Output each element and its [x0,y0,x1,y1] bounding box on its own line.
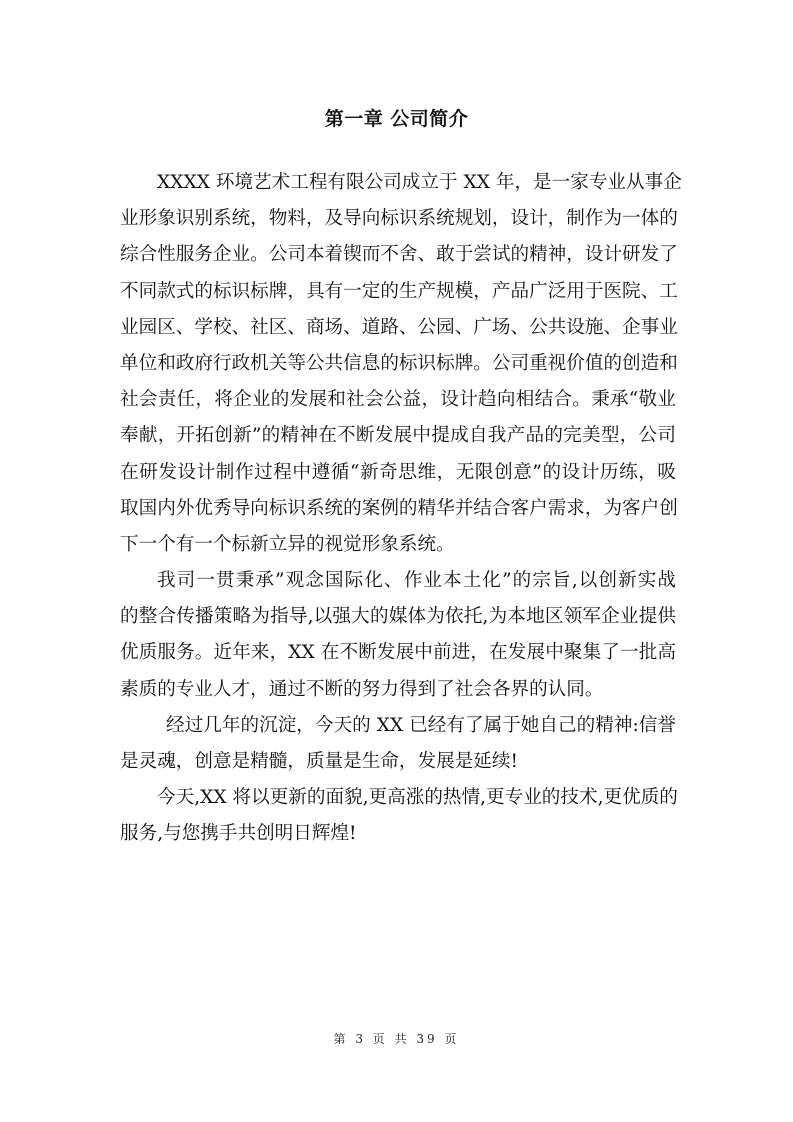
text-line: 今天,XX 将以更新的面貌,更高涨的热情,更专业的技术,更优质的 [157,787,678,809]
paragraph-philosophy [120,568,676,713]
chapter-title: 第一章 公司简介 [324,108,469,130]
text-line: 下一个有一个标新立异的视觉形象系统。 [120,533,455,555]
text-line: 取国内外优秀导向标识系统的案例的精华并结合客户需求，为客户创 [120,497,678,519]
text-line: 不同款式的标识标牌，具有一定的生产规模，产品广泛用于医院、工 [120,280,678,302]
text-line: 业形象识别系统，物料，及导向标识系统规划，设计，制作为一体的 [120,208,678,230]
text-line: XXXX 环境艺术工程有限公司成立于 XX 年，是一家专业从事企 [157,172,682,193]
text-line: 优质服务。近年来，XX 在不断发展中前进，在发展中聚集了一批高 [120,642,676,664]
text-line: 业园区、学校、社区、商场、道路、公园、广场、公共设施、企事业 [120,316,678,338]
page-number-footer: 第 3 页 共 39 页 [333,1032,460,1046]
text-line: 素质的专业人才，通过不断的努力得到了社会各界的认同。 [120,678,604,700]
paragraph-spirit [120,713,676,785]
document-body [120,170,682,858]
text-line: 在研发设计制作过程中遵循“新奇思维，无限创意”的设计历练，吸 [120,461,676,483]
text-line: 奉献，开拓创新”的精神在不断发展中提成自我产品的完美型，公司 [120,425,676,447]
text-line: 综合性服务企业。公司本着锲而不舍、敢于尝试的精神，设计研发了 [120,244,678,266]
text-line: 我司一贯秉承”观念国际化、作业本土化”的宗旨,以创新实战 [157,570,676,592]
paragraph-company-overview [120,170,682,568]
text-line: 经过几年的沉淀，今天的 XX 已经有了属于她自己的精神:信誉 [166,714,676,736]
text-line: 单位和政府行政机关等公共信息的标识标牌。公司重视价值的创造和 [120,352,678,374]
text-line: 服务,与您携手共创明日辉煌! [120,823,357,845]
text-line: 的整合传播策略为指导,以强大的媒体为依托,为本地区领军企业提供 [120,606,676,628]
text-line: 社会责任，将企业的发展和社会公益，设计趋向相结合。秉承“敬业 [120,389,676,411]
paragraph-closing [120,785,676,857]
text-line: 是灵魂，创意是精髓，质量是生命，发展是延续! [120,751,518,772]
